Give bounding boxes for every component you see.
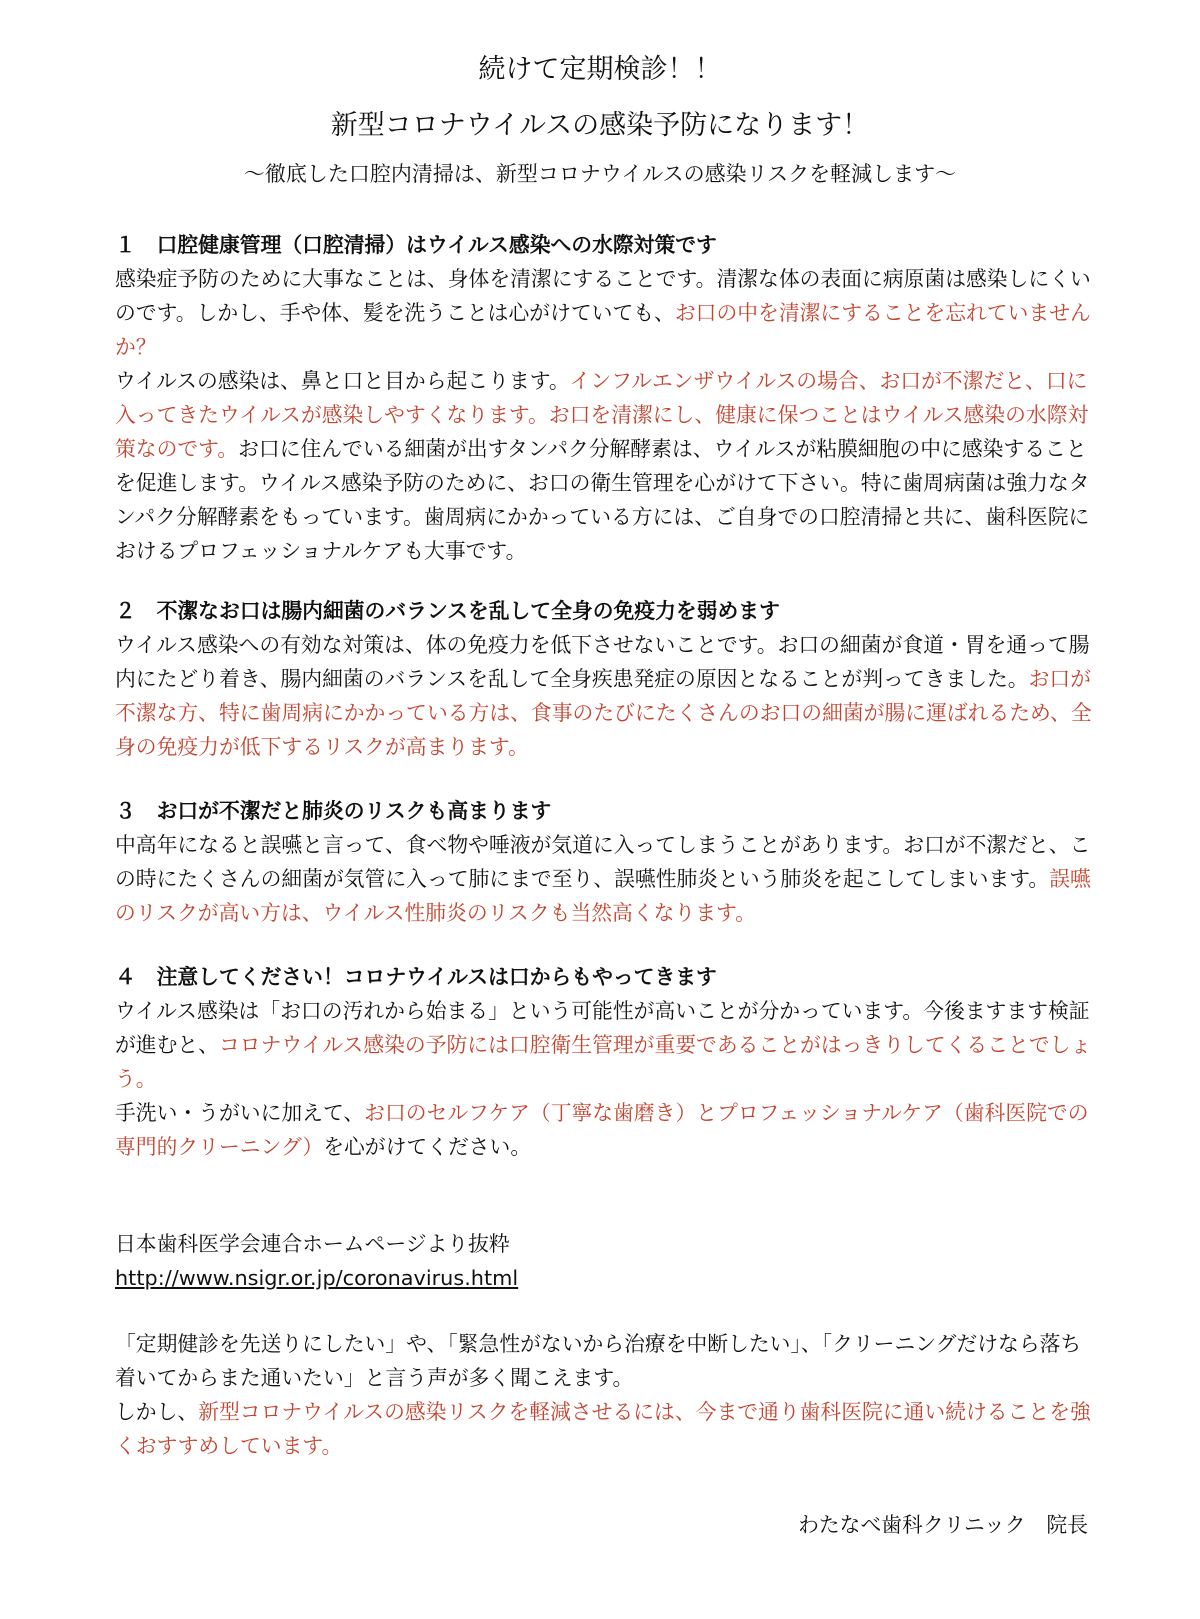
closing-paragraph-1: 「定期健診を先送りにしたい」や、「緊急性がないから治療を中断したい」、「クリーニングだけなら落ち着いてからまた通いたい」と言う声が多く聞こえます。 [115,1332,1082,1390]
section-1-paragraph-1 [115,262,1095,364]
source-link[interactable]: http://www.nsigr.or.jp/coronavirus.html [115,1266,519,1290]
source-label: 日本歯科医学会連合ホームページより抜粋 [115,1232,510,1256]
highlighted-text-run: お口のセルフケア（丁寧な歯磨き）とプロフェッショナルケア（歯科医院での専門的クリーニング） [115,1101,1089,1159]
section-4-paragraph-2 [115,1096,1095,1164]
text-run: ウイルスの感染は、鼻と口と目から起こります。 [115,369,570,393]
section-3 [115,794,1095,930]
highlighted-text-run: お口の中を清潔にすることを忘れていませんか？ [115,301,1091,359]
page-title-line2: 新型コロナウイルスの感染予防になります！ [330,110,870,141]
highlighted-text-run: インフルエンザウイルスの場合、お口が不潔だと、口に入ってきたウイルスが感染しやすくなります。お口を清潔にし、健康に保つことはウイルス感染の水際対策なのです。 [115,369,1089,461]
section-1-paragraph-2 [115,364,1095,568]
closing-paragraph-2 [115,1395,1095,1463]
highlighted-text-run: 誤嚥のリスクが高い方は、ウイルス性肺炎のリスクも当然高くなります。 [115,867,1091,925]
text-run: ウイルス感染への有効な対策は、体の免疫力を低下させないことです。お口の細菌が食道・胃を通って腸内にたどり着き、腸内細菌のバランスを乱して全身疾患発症の原因となることが判ってきました。 [115,633,1090,691]
section-4 [115,960,1095,1164]
source-block [115,1227,1095,1295]
section-1-heading: １ 口腔健康管理（口腔清掃）はウイルス感染への水際対策です [115,233,717,257]
highlighted-text-run: お口が不潔な方、特に歯周病にかかっている方は、食事のたびにたくさんのお口の細菌が腸に運ばれるため、全身の免疫力が低下するリスクが高まります。 [115,667,1092,759]
section-1 [115,228,1095,568]
text-run: お口に住んでいる細菌が出すタンパク分解酵素は、ウイルスが粘膜細胞の中に感染することを促進します。ウイルス感染予防のために、お口の衛生管理を心がけて下さい。特に歯周病菌は強力なタンパク分解酵素をもっています。歯周病にかかっている方には、ご自身での口腔清掃と共に、歯科医院におけるプロフェッショナルケアも大事です。 [115,437,1090,563]
page-title: 続けて定期検診！！ [478,54,722,85]
page-subtitle: 〜徹底した口腔内清掃は、新型コロナウイルスの感染リスクを軽減します〜 [243,162,957,186]
highlighted-text-run: 新型コロナウイルスの感染リスクを軽減させるには、今まで通り歯科医院に通い続けることを強くおすすめしています。 [115,1400,1091,1458]
text-run: しかし、 [115,1400,199,1424]
text-run: を心がけてください。 [323,1135,532,1159]
text-run: 感染症予防のために大事なことは、身体を清潔にすることです。清潔な体の表面に病原菌は感染しにくいのです。しかし、手や体、髪を洗うことは心がけていても、 [115,267,1091,325]
section-3-heading: ３ お口が不潔だと肺炎のリスクも高まります [115,799,552,823]
section-4-paragraph-1 [115,994,1095,1096]
section-3-paragraph-1 [115,828,1095,930]
signature: わたなべ歯科クリニック 院長 [798,1513,1088,1537]
text-run: 中高年になると誤嚥と言って、食べ物や唾液が気道に入ってしまうことがあります。お口が不潔だと、この時にたくさんの細菌が気管に入って肺にまで至り、誤嚥性肺炎という肺炎を起こしてしまいます。 [115,833,1091,891]
highlighted-text-run: コロナウイルス感染の予防には口腔衛生管理が重要であることがはっきりしてくることでしょう。 [115,1033,1092,1091]
section-4-heading: ４ 注意してください！コロナウイルスは口からもやってきます [115,965,717,989]
section-2-heading: ２ 不潔なお口は腸内細菌のバランスを乱して全身の免疫力を弱めます [115,599,780,623]
closing-block [115,1327,1095,1463]
section-2 [115,594,1095,764]
text-run: ウイルス感染は「お口の汚れから始まる」という可能性が高いことが分かっています。今後ますます検証が進むと、 [115,999,1090,1057]
text-run: 手洗い・うがいに加えて、 [115,1101,365,1125]
section-2-paragraph-1 [115,628,1095,764]
